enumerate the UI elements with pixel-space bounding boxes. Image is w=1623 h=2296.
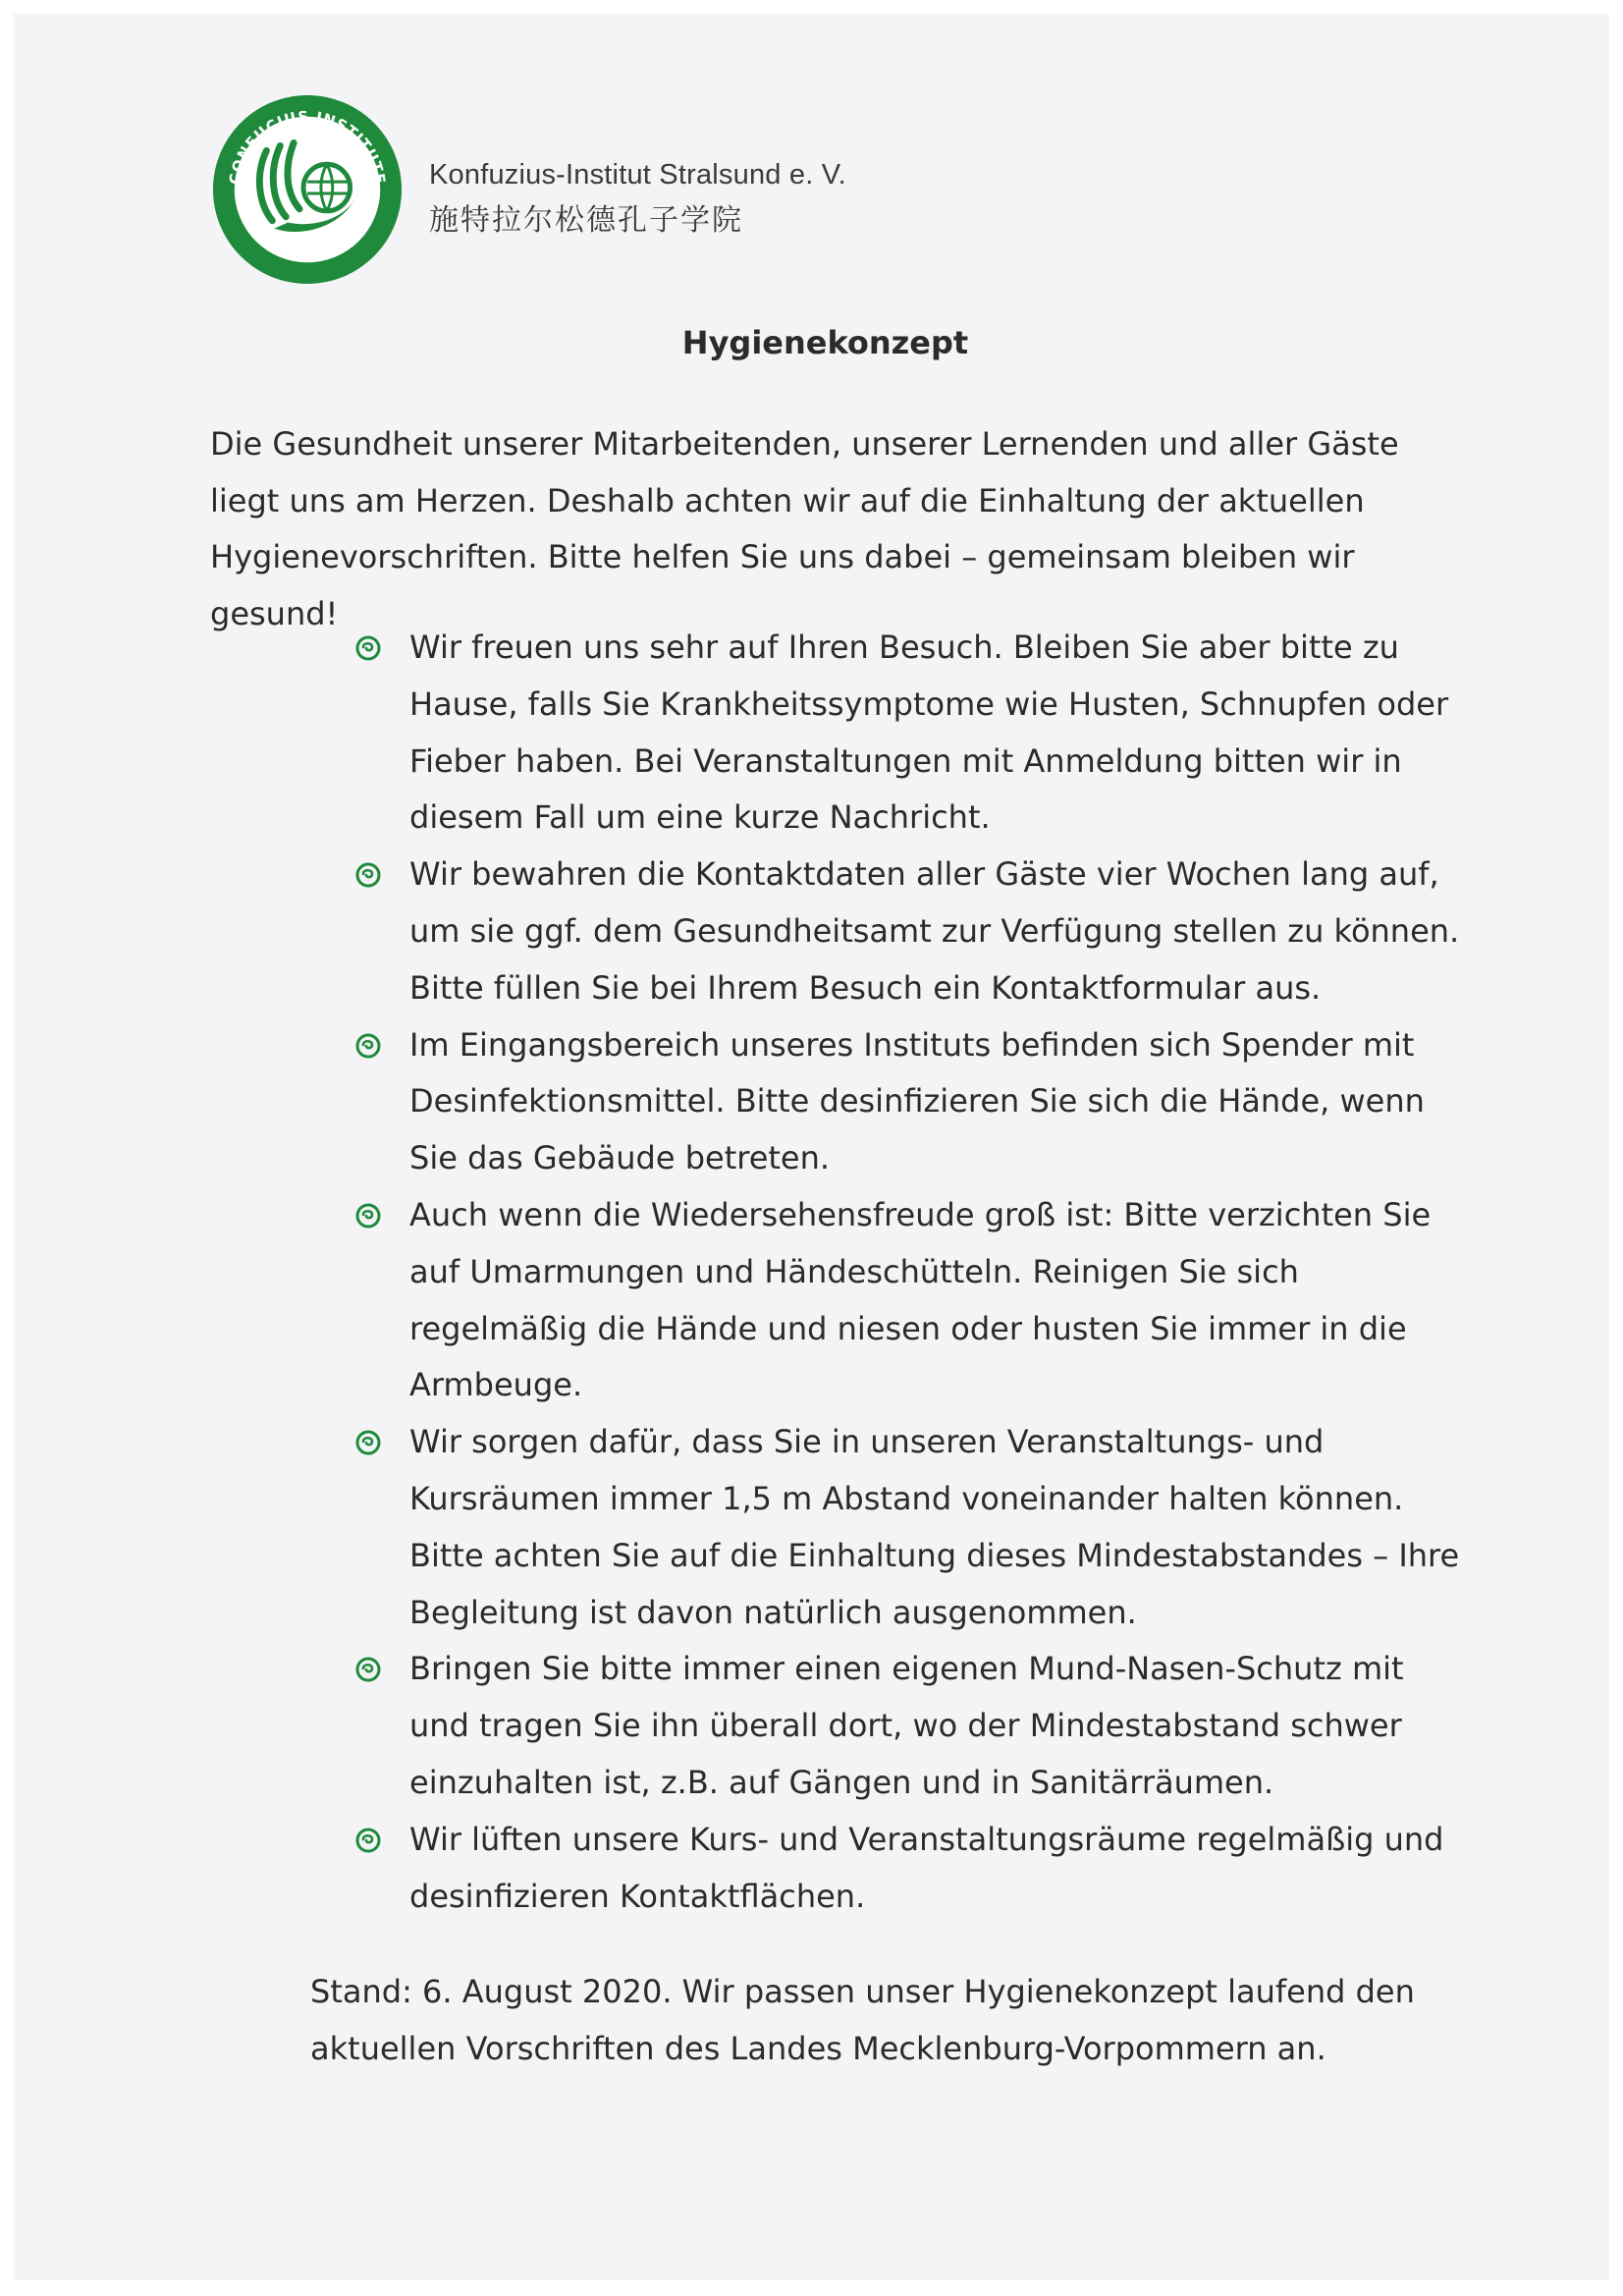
organization-name-chinese: 施特拉尔松德孔子学院 — [429, 203, 743, 238]
letterhead — [210, 92, 897, 289]
green-spiral-bullet-icon — [355, 862, 381, 888]
green-spiral-bullet-icon — [355, 1828, 381, 1853]
hygiene-rules-list — [355, 620, 1465, 1925]
green-spiral-bullet-icon — [355, 1033, 381, 1059]
status-note: Stand: 6. August 2020. Wir passen unser Hygienekonzept laufend den aktuellen Vorschriften des Landes Mecklenburg-Vorpommern an. — [310, 1973, 1415, 2067]
rule-text: Wir sorgen dafür, dass Sie in unseren Veranstaltungs- und Kursräumen immer 1,5 m Abstand voneinander halten können. Bitte achten Sie auf die Einhaltung dieses Mindestabstandes – Ihre Begleitung ist davon natürlich ausgenommen. — [409, 1423, 1460, 1631]
rule-item — [355, 1641, 1465, 1811]
rule-item — [355, 620, 1465, 847]
green-spiral-bullet-icon — [355, 1430, 381, 1455]
rule-item — [355, 847, 1465, 1016]
green-spiral-bullet-icon — [355, 1203, 381, 1229]
logo-bottom-text: 孔子学院 — [270, 237, 345, 262]
rule-item — [355, 1414, 1465, 1641]
rule-text: Im Eingangsbereich unseres Instituts befinden sich Spender mit Desinfektionsmittel. Bitte desinfizieren Sie sich die Hände, wenn Sie das Gebäude betreten. — [409, 1025, 1425, 1177]
organization-name: Konfuzius-Institut Stralsund e. V. — [429, 159, 846, 191]
confucius-institute-logo-icon — [210, 92, 405, 287]
document-page — [14, 14, 1609, 2280]
green-spiral-bullet-icon — [355, 635, 381, 661]
intro-paragraph: Die Gesundheit unserer Mitarbeitenden, unserer Lernenden und aller Gäste liegt uns am Herzen. Deshalb achten wir auf die Einhaltung der aktuellen Hygienevorschriften. Bitte helfen Sie uns dabei – gemeinsam bleiben wir gesund! — [210, 425, 1399, 632]
rule-item — [355, 1187, 1465, 1414]
logo-ring-text: CONFUCIUS INSTITUTE — [225, 107, 390, 187]
rule-item — [355, 1812, 1465, 1926]
rule-text: Bringen Sie bitte immer einen eigenen Mund-Nasen-Schutz mit und tragen Sie ihn überall dort, wo der Mindestabstand schwer einzuhalten ist, z.B. auf Gängen und in Sanitärräumen. — [409, 1650, 1404, 1801]
rule-text: Wir freuen uns sehr auf Ihren Besuch. Bleiben Sie aber bitte zu Hause, falls Sie Krankheitssymptome wie Husten, Schnupfen oder Fieber haben. Bei Veranstaltungen mit Anmeldung bitten wir in diesem Fall um eine kurze Nachricht. — [409, 629, 1449, 837]
green-spiral-bullet-icon — [355, 1657, 381, 1682]
rule-text: Wir bewahren die Kontaktdaten aller Gäste vier Wochen lang auf, um sie ggf. dem Gesundheitsamt zur Verfügung stellen zu können. Bitte füllen Sie bei Ihrem Besuch ein Kontaktformular aus. — [409, 855, 1460, 1007]
rule-text: Wir lüften unsere Kurs- und Veranstaltungsräume regelmäßig und desinfizieren Kontaktflächen. — [409, 1820, 1444, 1915]
organization-name-block — [429, 159, 846, 239]
rule-item — [355, 1017, 1465, 1187]
rule-text: Auch wenn die Wiedersehensfreude groß ist: Bitte verzichten Sie auf Umarmungen und Händeschütteln. Reinigen Sie sich regelmäßig die Hände und niesen oder husten Sie immer in die Armbeuge. — [409, 1195, 1432, 1404]
document-title: Hygienekonzept — [681, 324, 969, 361]
